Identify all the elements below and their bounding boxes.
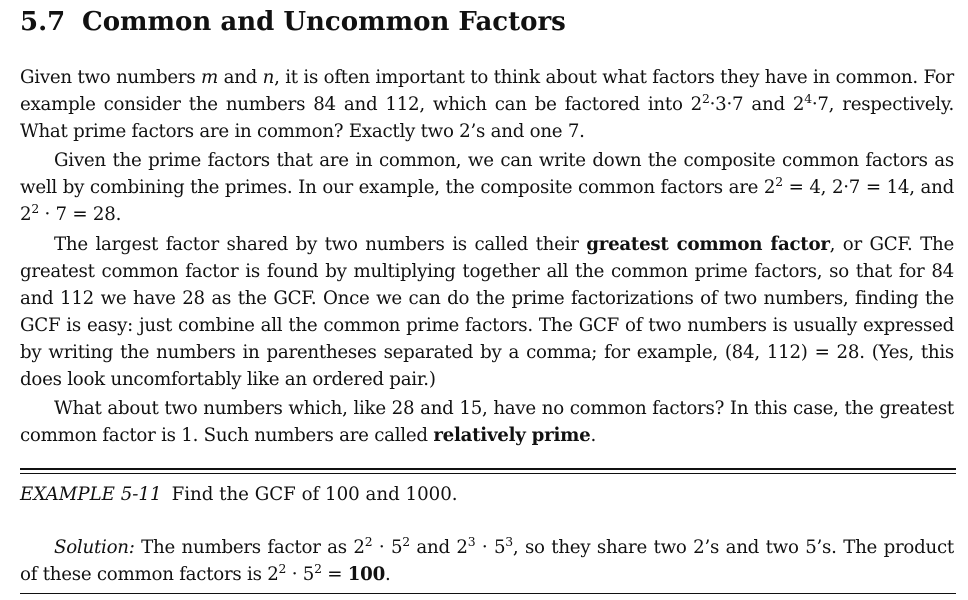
example-solution	[20, 534, 954, 588]
paragraph-gcf-definition	[20, 231, 954, 393]
term-greatest-common-factor: greatest common factor	[586, 234, 830, 255]
paragraph-relatively-prime	[20, 395, 954, 449]
paragraph-composite-factors	[20, 147, 954, 228]
text-run: .	[384, 564, 391, 585]
exponent: 3	[467, 535, 476, 550]
text-run: The largest factor shared by two numbers is called their	[54, 234, 587, 255]
section-heading	[20, 6, 566, 38]
text-run: and	[218, 67, 263, 88]
text-run: · 5	[286, 564, 315, 585]
text-run: The numbers factor as 2	[134, 537, 365, 558]
exponent: 2	[402, 535, 410, 550]
text-run: .	[590, 425, 596, 446]
text-run: , so they share two 2’s and two 5’s. The product of these common factors is 2	[20, 537, 954, 585]
solution-answer: 100	[347, 564, 385, 585]
variable-n: n	[262, 67, 275, 88]
exponent: 2	[364, 535, 373, 550]
text-run: and 2	[409, 537, 468, 558]
text-run: , it is often important to think about what factors they have in common. For example consider the numbers 84 and 112, which can be factored into 2	[20, 67, 954, 115]
text-run: Given the prime factors that are in common, we can write down the composite common factors as well by combining the primes. In our example, the composite common factors are 2	[20, 150, 954, 198]
text-run: · 5	[475, 537, 506, 558]
exponent: 2	[278, 562, 287, 577]
text-run: ·7, respectively. What prime factors are in common? Exactly two 2’s and one 7.	[20, 94, 955, 142]
text-run: Given two numbers	[20, 67, 202, 88]
example-label: EXAMPLE 5-11	[20, 484, 162, 505]
variable-m: m	[201, 67, 219, 88]
example-heading	[20, 481, 458, 508]
text-run: ·3·7 and 2	[709, 94, 805, 115]
exponent: 4	[804, 92, 812, 107]
text-run: · 5	[372, 537, 403, 558]
paragraph-common-factors-intro	[20, 64, 954, 145]
example-bottom-rule	[20, 593, 956, 594]
example-top-rule	[20, 468, 956, 470]
text-run: · 7 = 28.	[38, 204, 122, 225]
example-top-rule-thin	[20, 473, 956, 474]
exponent: 2	[314, 562, 322, 577]
exponent: 2	[775, 175, 783, 190]
example-prompt: Find the GCF of 100 and 1000.	[171, 484, 458, 505]
text-run: =	[321, 564, 348, 585]
section-number: 5.7	[20, 7, 66, 37]
exponent: 2	[31, 202, 39, 217]
exponent: 3	[505, 535, 513, 550]
term-relatively-prime: relatively prime	[433, 425, 591, 446]
text-run: What about two numbers which, like 28 and 15, have no common factors? In this case, the greatest common factor is 1. Such numbers are called	[20, 398, 954, 446]
section-title: Common and Uncommon Factors	[82, 7, 566, 37]
solution-label: Solution:	[54, 537, 135, 558]
text-run: = 4, 2·7 = 14, and 2	[20, 177, 954, 225]
text-run: , or GCF. The greatest common factor is found by multiplying together all the common prime factors, so that for 84 and 112 we have 28 as the GCF. Once we can do the prime factorizations of two numbers, finding the GCF is easy: just combine all the common prime factors. The GCF of two numbers is usually expressed by writing the numbers in parentheses separated by a comma; for example, (84, 112) = 28. (Yes, this does look uncomfortably like an ordered pair.)	[20, 234, 954, 390]
exponent: 2	[702, 92, 710, 107]
